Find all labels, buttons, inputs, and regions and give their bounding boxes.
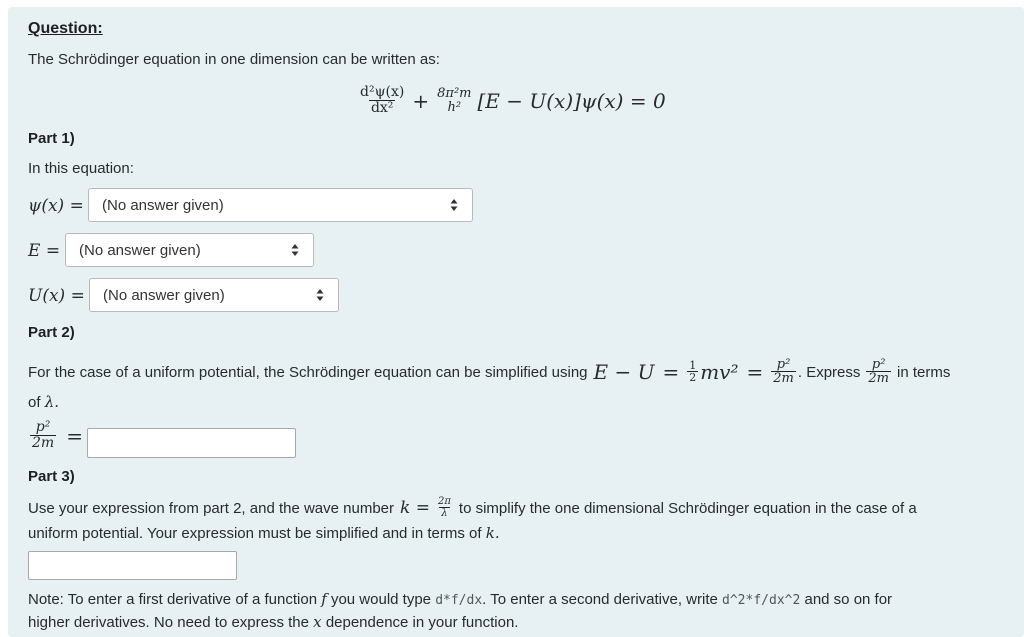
part3-text-c: uniform potential. Your expression must be simplified and in terms of	[28, 525, 482, 542]
second-derivative-fraction	[358, 85, 406, 116]
question-heading: Question:	[28, 20, 103, 37]
plus-sign: +	[412, 89, 430, 113]
psi-select-value: (No answer given)	[102, 196, 224, 214]
equation-bracket-term: [E − U(x)]ψ(x) = 0	[477, 89, 666, 113]
part2-text: For the case of a uniform potential, the Schrödinger equation can be simplified using	[28, 363, 588, 381]
updown-caret-icon	[316, 288, 324, 302]
potential-answer-select[interactable]	[89, 278, 339, 312]
note-text-e: higher derivatives. No need to express the	[28, 614, 309, 631]
p2-over-2m-fraction	[771, 358, 796, 387]
coefficient-fraction	[435, 87, 473, 115]
part3-text-line2	[28, 524, 500, 542]
two-m-denominator: 2m	[773, 371, 794, 387]
label-2m: 2m	[32, 434, 55, 451]
note-text-f: dependence in your function.	[325, 614, 519, 631]
part2-text-line	[28, 352, 950, 392]
lambda-symbol: λ.	[44, 393, 59, 411]
part3-heading: Part 3)	[28, 468, 75, 485]
first-derivative-code: d*f/dx	[435, 593, 483, 608]
note-text-b: you would type	[330, 591, 432, 608]
coefficient-numerator: 8π²m	[437, 86, 472, 102]
answer-equals: =	[66, 423, 83, 448]
p2-numerator: p²	[776, 356, 791, 372]
p2-over-2m-fraction-inline	[866, 358, 891, 387]
note-text-c: . To enter a second derivative, write	[482, 591, 718, 608]
part3-text-a: Use your expression from part 2, and the wave number	[28, 499, 395, 517]
part3-text-b: to simplify the one dimensional Schrödinger equation in the case of a	[458, 499, 917, 517]
lambda-denominator: λ	[441, 508, 448, 520]
equals-sign-2: =	[746, 360, 764, 384]
fraction-numerator: d²ψ(x)	[360, 84, 405, 101]
energy-select-value: (No answer given)	[79, 241, 201, 259]
express-word: Express	[806, 363, 861, 381]
label-p2: p²	[35, 419, 51, 435]
function-f: f	[321, 590, 327, 608]
wave-number-fraction	[436, 497, 453, 520]
energy-minus-potential: E − U	[593, 360, 655, 384]
part3-text-line1	[28, 493, 917, 523]
in-terms-text: in terms	[897, 363, 951, 381]
coefficient-denominator: h²	[447, 99, 462, 115]
note-text-d: and so on for	[804, 591, 893, 608]
updown-caret-icon	[291, 243, 299, 257]
half-fraction	[687, 360, 698, 385]
note-line1	[28, 590, 892, 608]
two-pi-numerator: 2π	[437, 495, 451, 507]
of-word: of	[28, 394, 41, 411]
part3-answer-input[interactable]	[28, 551, 237, 580]
equals-sign: =	[662, 360, 680, 384]
half-numerator: 1	[689, 358, 697, 372]
part1-lead: In this equation:	[28, 160, 134, 177]
part2-heading: Part 2)	[28, 324, 75, 341]
variable-x: x	[313, 613, 322, 631]
half-denominator: 2	[689, 371, 697, 385]
psi-answer-select[interactable]	[88, 188, 473, 222]
express-text: . Express	[797, 363, 861, 381]
part2-answer-row	[30, 420, 83, 451]
intro-text: The Schrödinger equation in one dimension can be written as:	[28, 51, 440, 68]
p2-over-2m-label	[30, 420, 56, 451]
part1-heading: Part 1)	[28, 130, 75, 147]
of-lambda-line	[28, 393, 59, 411]
note-line2	[28, 613, 518, 631]
p2-numerator-inline: p²	[871, 356, 886, 372]
two-m-denominator-inline: 2m	[868, 371, 889, 387]
updown-caret-icon	[450, 198, 458, 212]
k-definition: k =	[400, 498, 430, 518]
second-derivative-code: d^2*f/dx^2	[722, 593, 801, 608]
mv-squared: mv²	[700, 360, 739, 384]
schrodinger-equation	[358, 80, 666, 122]
part2-answer-input[interactable]	[87, 428, 296, 458]
potential-label: U(x) =	[28, 286, 85, 306]
fraction-denominator: dx²	[370, 100, 394, 117]
psi-label: ψ(x) =	[28, 196, 84, 216]
energy-answer-select[interactable]	[65, 233, 314, 267]
energy-label: E =	[28, 241, 61, 261]
k-symbol: k.	[485, 524, 500, 542]
note-text-a: Note: To enter a first derivative of a function	[28, 591, 318, 608]
potential-select-value: (No answer given)	[103, 286, 225, 304]
